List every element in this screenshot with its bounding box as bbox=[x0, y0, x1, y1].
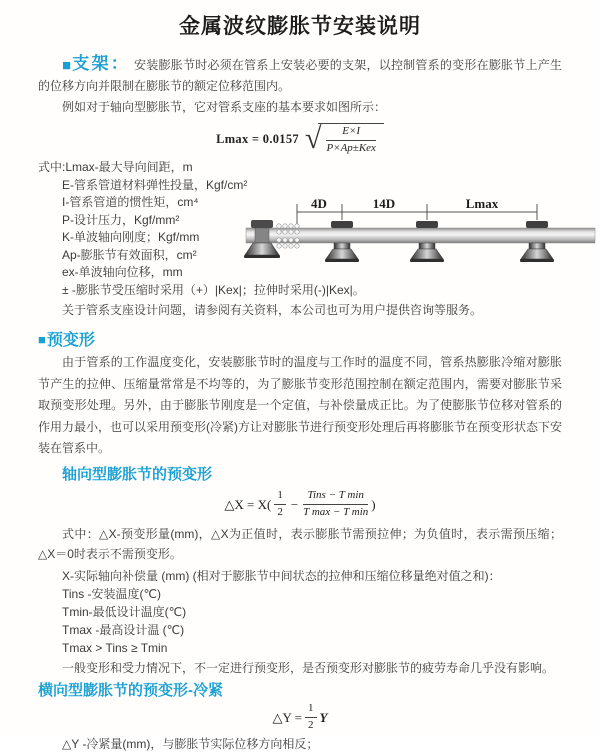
axial-item: Tmax -最高设计温 (℃) bbox=[62, 622, 185, 637]
axial-explain: 式中：△X-预变形量(mm)，△X为正值时，表示膨胀节需预拉伸；为负值时，表示需预压缩；△X＝0时表示不需预变形。 bbox=[38, 526, 562, 561]
axial-note: 一般变形和受力情况下，不一定进行预变形，是否预变形对膨胀节的疲劳寿命几乎没有影响。 bbox=[62, 660, 555, 675]
variable-item: ex-单波轴向位移，mm bbox=[62, 265, 183, 279]
preform-body: 由于管系的工作温度变化，安装膨胀节时的温度与工作时的温度不同，管系热膨胀冷缩对膨胀节产生的拉伸、压缩量常常是不均等的，为了膨胀节变形范围控制在额定范围内，需要对膨胀节采取预变形处理。另外，由于膨胀节刚度是一个定值，与补偿量成正比。为了使膨胀节位移对管系的作用力最小，也可以采用预变形(冷紧)方让对膨胀节进行预变形处理后再将膨胀节在预变形状态下安装在管系中。 bbox=[38, 355, 562, 455]
axial-item: Tmax > Tins ≥ Tmin bbox=[62, 640, 168, 655]
axial-numerator: Tins − T min bbox=[303, 489, 368, 505]
preform-section-heading bbox=[38, 329, 562, 352]
close-paren: ) bbox=[371, 497, 376, 512]
dim-label-4d: 4D bbox=[311, 196, 327, 211]
lateral-note: △Y -冷紧量(mm)，与膨胀节实际位移方向相反； bbox=[62, 736, 319, 751]
axial-denominator: T max − T min bbox=[303, 506, 369, 518]
lateral-formula-lhs: △Y = bbox=[272, 710, 303, 725]
section-square-icon: ■ bbox=[38, 332, 46, 347]
support-section-intro bbox=[38, 53, 562, 97]
page-title: 金属波纹膨胀节安装说明 bbox=[179, 15, 421, 38]
lmax-formula bbox=[38, 121, 562, 157]
lateral-subheading: 横向型膨胀节的预变形-冷紧 bbox=[38, 681, 223, 699]
formula-denominator: P×Ap±Kex bbox=[326, 141, 376, 154]
half-numerator: 1 bbox=[274, 489, 286, 505]
axial-variable-list bbox=[38, 567, 562, 657]
variable-item: I-管系管道的惯性矩，cm⁴ bbox=[62, 195, 199, 209]
formula-numerator: E×I bbox=[326, 125, 376, 141]
lateral-formula-rhs: Y bbox=[319, 710, 328, 725]
formula-lhs: Lmax = 0.0157 bbox=[216, 131, 299, 146]
radical-sign: √ bbox=[304, 122, 322, 155]
support-intro-text: 安装膨胀节时必须在管系上安装必要的支架，以控制管系的变形在膨胀节上产生的位移方向并限制在膨胀节的额定位移范围内。 bbox=[38, 58, 563, 93]
formula-radicand bbox=[318, 123, 384, 156]
where-label: 式中:Lmax-最大导向间距，m bbox=[38, 160, 193, 174]
axial-item: Tmin-最低设计温度(℃) bbox=[62, 604, 187, 619]
half-denominator: 2 bbox=[277, 506, 283, 518]
lateral-denominator: 2 bbox=[308, 719, 314, 731]
lateral-formula bbox=[38, 703, 562, 733]
axial-formula-lhs: △X = X( bbox=[224, 497, 272, 512]
variable-item: P-设计压力，Kgf/mm² bbox=[62, 212, 180, 227]
dim-label-14d: 14D bbox=[372, 196, 396, 211]
variable-item: K-单波轴向刚度；Kgf/mm bbox=[62, 230, 200, 244]
axial-item: X-实际轴向补偿量 (mm) (相对于膨胀节中间状态的拉伸和压缩位移量绝对值之和)： bbox=[62, 568, 501, 583]
axial-item: Tins -安装温度(℃) bbox=[62, 586, 162, 601]
axial-formula bbox=[38, 488, 562, 522]
dim-label-lmax: Lmax bbox=[465, 196, 499, 211]
variable-item: E-管系管道材料弹性投量，Kgf/cm² bbox=[62, 177, 248, 192]
variable-item: ± -膨胀节受压缩时采用（+）|Kex|；拉伸时采用(-)|Kex|。 bbox=[62, 282, 365, 297]
pipe-support-diagram bbox=[230, 193, 595, 293]
support-section-heading: 支架： bbox=[72, 54, 131, 73]
support-note: 关于管系支座设计问题，请参阅有关资料，本公司也可为用户提供咨询等服务。 bbox=[62, 303, 483, 317]
document-content bbox=[0, 53, 600, 754]
axial-subheading: 轴向型膨胀节的预变形 bbox=[62, 465, 213, 483]
minus-sign: − bbox=[290, 497, 299, 512]
example-line: 例如对于轴向型膨胀节，它对管系支座的基本要求如图所示： bbox=[62, 100, 387, 114]
preform-heading-text: 预变形 bbox=[46, 332, 95, 349]
section-square-icon: ■ bbox=[62, 57, 72, 74]
variable-item: Ap-膨胀节有效面积，cm² bbox=[62, 247, 197, 262]
lateral-numerator: 1 bbox=[305, 702, 317, 718]
